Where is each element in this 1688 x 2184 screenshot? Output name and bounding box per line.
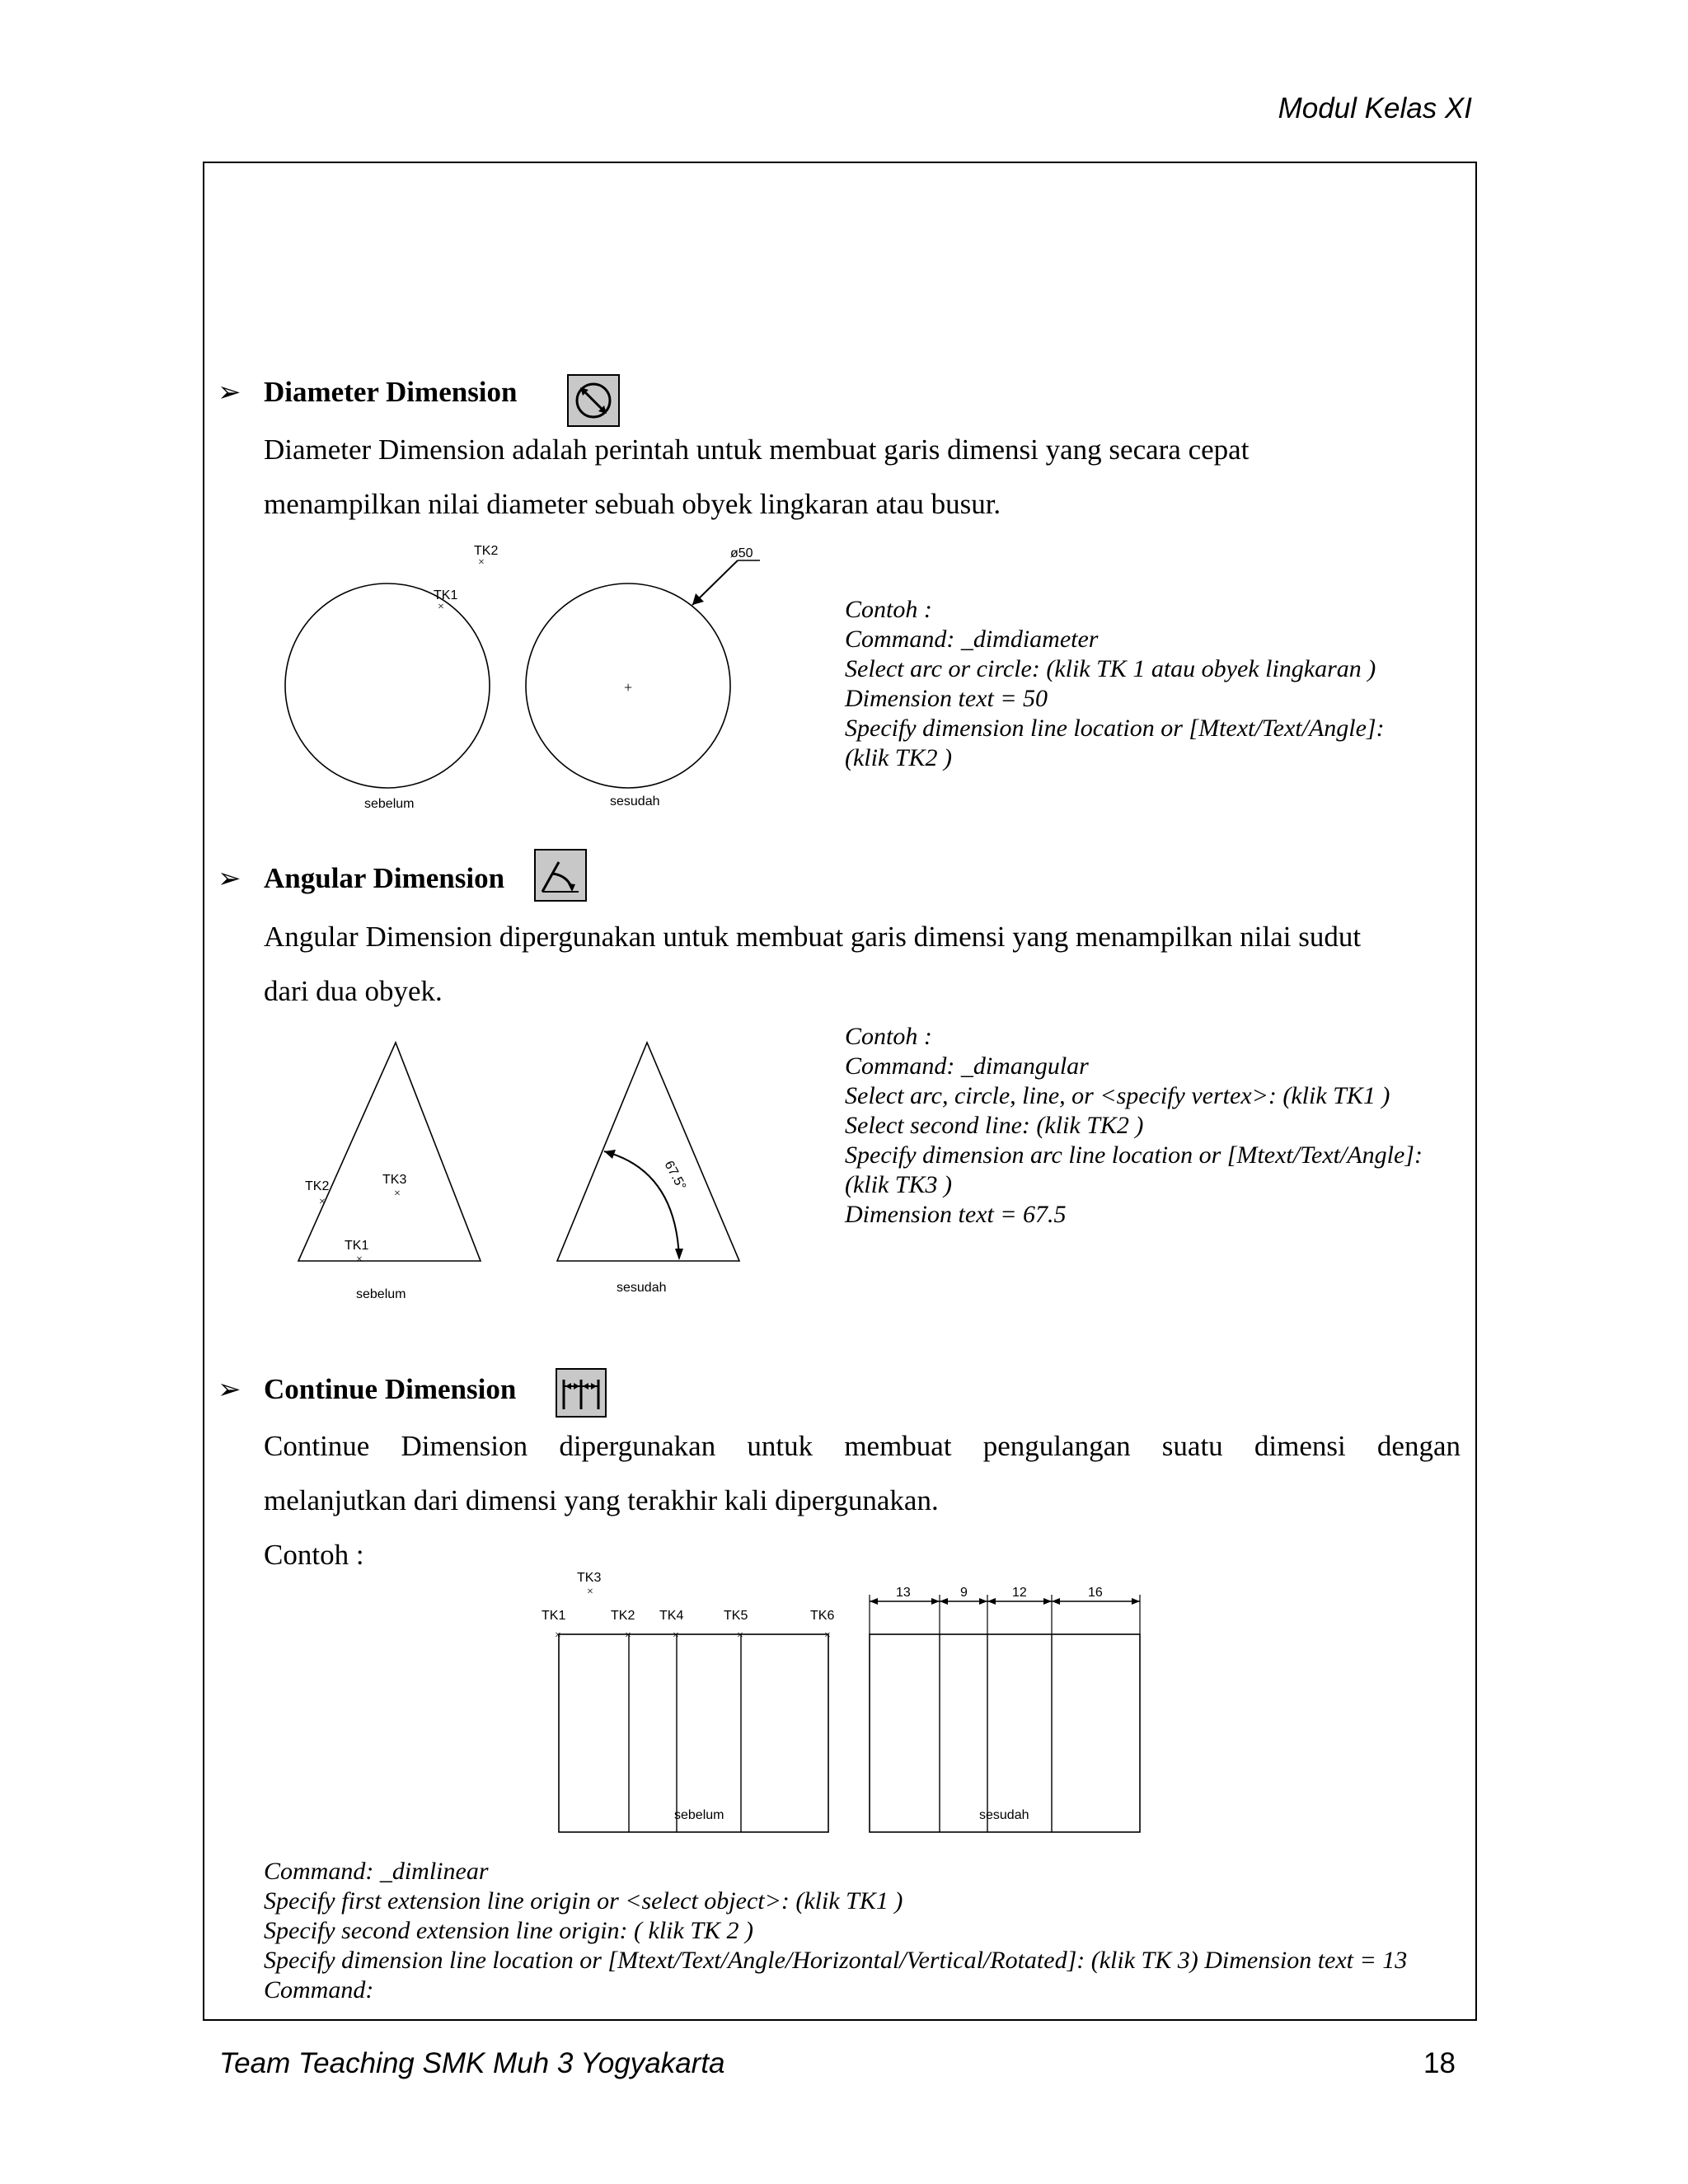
continue-point-label: TK2 — [611, 1609, 635, 1623]
continue-command-line: Specify second extension line origin: ( klik TK 2 ) — [264, 1917, 754, 1944]
diameter-example — [845, 595, 1385, 773]
angular-tk3-label: TK3 — [382, 1173, 407, 1187]
diameter-example-line: Command: _dimdiameter — [845, 626, 1099, 653]
tk1-marker-icon: × — [356, 1254, 363, 1266]
diameter-title: Diameter Dimension — [264, 376, 518, 408]
diameter-example-line: (klik TK2 ) — [845, 744, 952, 771]
point-marker-icon: × — [673, 1629, 679, 1642]
diameter-example-line: Specify dimension line location or [Mtext/Text/Angle]: — [845, 715, 1385, 742]
rect-after — [870, 1634, 1140, 1832]
dimdiameter-tool-icon — [567, 374, 620, 427]
continue-dim-label: 13 — [896, 1586, 911, 1600]
angular-example-line: Dimension text = 67.5 — [845, 1201, 1067, 1228]
angular-example-line: Specify dimension arc line location or [Mtext/Text/Angle]: — [845, 1141, 1423, 1169]
triangle-before — [298, 1043, 481, 1261]
bullet-arrow-icon: ➢ — [218, 1375, 241, 1405]
continue-point-label: TK1 — [542, 1609, 566, 1623]
continue-after-label: sesudah — [979, 1808, 1029, 1822]
point-marker-icon: × — [625, 1629, 631, 1642]
diameter-tk2-label: TK2 — [474, 544, 499, 558]
angle-dim-label: 67.5° — [661, 1158, 689, 1193]
angular-example-line: Contoh : — [845, 1023, 932, 1050]
diameter-example-line: Dimension text = 50 — [845, 685, 1048, 712]
continue-example-label: Contoh : — [264, 1539, 364, 1571]
angular-before-label: sebelum — [356, 1287, 406, 1301]
continue-point-label: TK5 — [724, 1609, 748, 1623]
continue-command-line: Command: — [264, 1976, 374, 2004]
continue-command-line: Specify dimension line location or [Mtext/Text/Angle/Horizontal/Vertical/Rotated]: (klik TK 3) Dimension text = 13 — [264, 1947, 1408, 1974]
module-label: Modul Kelas XI — [1278, 92, 1472, 124]
continue-point-label: TK4 — [659, 1609, 684, 1623]
continue-command-line: Specify first extension line origin or <select object>: (klik TK1 ) — [264, 1887, 903, 1915]
angular-after-label: sesudah — [617, 1281, 667, 1295]
dim-arrowhead-icon — [979, 1598, 987, 1605]
tk3-marker-icon: × — [394, 1188, 401, 1200]
arc-arrowhead-icon — [675, 1249, 683, 1260]
angular-tk2-label: TK2 — [305, 1179, 330, 1193]
dim-arrowhead-icon — [1052, 1598, 1060, 1605]
triangle-after — [557, 1043, 739, 1261]
bullet-arrow-icon: ➢ — [218, 377, 241, 408]
diameter-tk1-label: TK1 — [434, 588, 458, 602]
footer-team: Team Teaching SMK Muh 3 Yogyakarta — [219, 2047, 725, 2079]
continue-before-label: sebelum — [674, 1808, 724, 1822]
bullet-arrow-icon: ➢ — [218, 864, 241, 894]
dim-arrowhead-icon — [870, 1598, 878, 1605]
diameter-example-line: Contoh : — [845, 596, 932, 623]
dim-arrowhead-icon — [940, 1598, 948, 1605]
angular-desc-line1: Angular Dimension dipergunakan untuk membuat garis dimensi yang menampilkan nilai sudut — [264, 921, 1362, 953]
dimangular-tool-icon — [534, 849, 587, 902]
angular-tk1-label: TK1 — [345, 1239, 369, 1253]
continue-tk3-label: TK3 — [577, 1571, 602, 1585]
continue-commands — [264, 1857, 1407, 2005]
continue-title: Continue Dimension — [264, 1373, 517, 1405]
diameter-desc-line1: Diameter Dimension adalah perintah untuk membuat garis dimensi yang secara cepat — [264, 434, 1250, 466]
dim-arrowhead-icon — [1132, 1598, 1140, 1605]
dim-arrowhead-icon — [987, 1598, 996, 1605]
diameter-before-label: sebelum — [364, 797, 415, 811]
dim-arrowhead-icon — [1043, 1598, 1052, 1605]
diameter-figure — [272, 527, 783, 816]
angular-example-line: Select second line: (klik TK2 ) — [845, 1112, 1144, 1139]
angular-example-line: Select arc, circle, line, or <specify vertex>: (klik TK1 ) — [845, 1082, 1390, 1109]
continue-desc-line2: melanjutkan dari dimensi yang terakhir kali dipergunakan. — [264, 1484, 939, 1516]
angular-desc-line2: dari dua obyek. — [264, 975, 443, 1007]
tk2-marker-icon: × — [478, 556, 485, 569]
continue-figure — [528, 1570, 1154, 1834]
circle-before — [285, 583, 490, 788]
angular-example-line: Command: _dimangular — [845, 1052, 1089, 1080]
continue-desc-line1: Continue Dimension dipergunakan untuk membuat pengulangan suatu dimensi dengan — [264, 1430, 1461, 1462]
tk1-marker-icon: × — [438, 601, 444, 613]
tk3-marker-icon: × — [587, 1586, 593, 1598]
point-marker-icon: × — [824, 1629, 831, 1642]
continue-point-label: TK6 — [810, 1609, 835, 1623]
continue-dim-label: 16 — [1088, 1586, 1103, 1600]
continue-command-line: Command: _dimlinear — [264, 1858, 489, 1885]
diameter-desc-line2: menampilkan nilai diameter sebuah obyek lingkaran atau busur. — [264, 488, 1001, 520]
dimcontinue-tool-icon — [556, 1368, 607, 1418]
angular-title: Angular Dimension — [264, 862, 505, 894]
continue-dim-label: 9 — [960, 1586, 968, 1600]
angular-example-line: (klik TK3 ) — [845, 1171, 952, 1198]
diameter-after-label: sesudah — [610, 794, 660, 808]
diameter-dim-label: ø50 — [730, 546, 753, 560]
rect-before — [559, 1634, 828, 1832]
dim-arrowhead-icon — [931, 1598, 940, 1605]
angular-example — [845, 1022, 1423, 1230]
page-number: 18 — [1423, 2047, 1456, 2079]
tk2-marker-icon: × — [319, 1196, 326, 1208]
diameter-example-line: Select arc or circle: (klik TK 1 atau obyek lingkaran ) — [845, 655, 1376, 682]
point-marker-icon: × — [737, 1629, 743, 1642]
continue-dim-label: 12 — [1012, 1586, 1027, 1600]
center-mark-icon: + — [624, 679, 633, 696]
point-marker-icon: × — [555, 1629, 561, 1642]
angular-figure — [288, 1022, 767, 1302]
